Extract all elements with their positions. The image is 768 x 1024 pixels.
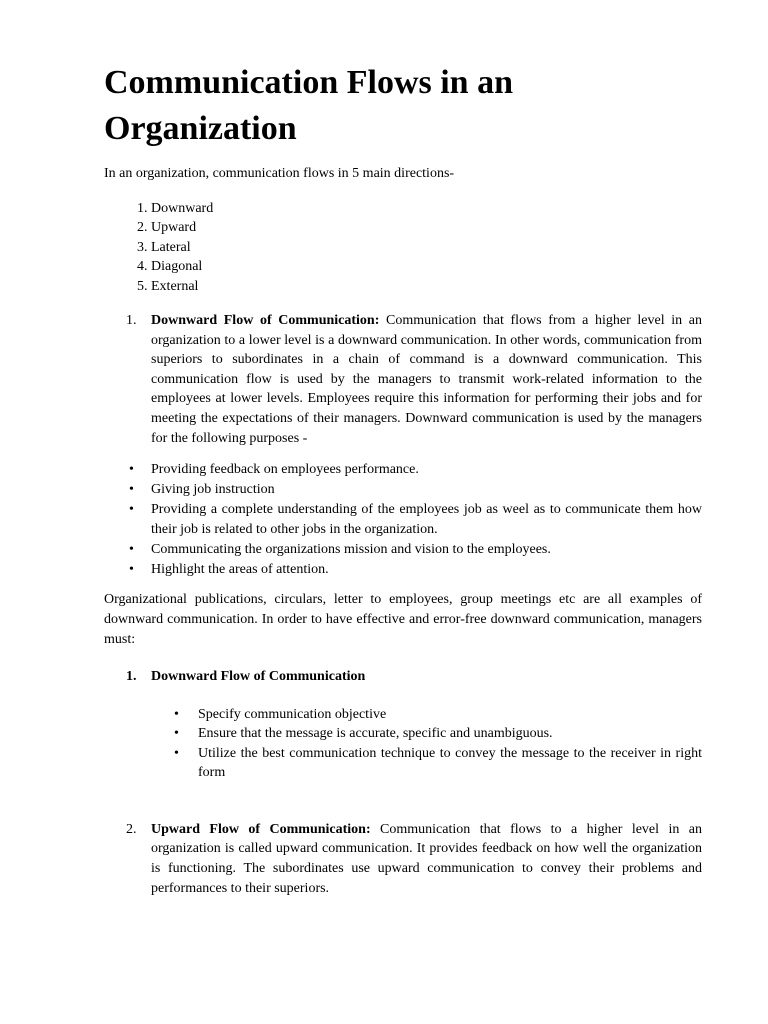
section-heading: Upward Flow of Communication: <box>151 821 371 837</box>
downward-section <box>104 311 702 448</box>
purposes-list <box>104 460 702 580</box>
list-item: 4. Diagonal <box>151 257 702 277</box>
upward-section <box>104 820 702 898</box>
section-body: Communication that flows from a higher level in an organization to a lower level is a downward communication. In other words, communication from superiors to subordinates in a chain of command is a downward communication. This communication flow is used by the managers to transmit work-related information to the employees at lower levels. Employees require this information for performing their jobs and for meeting the expectations of their managers. Downward communication is used by the managers for the following purposes - <box>151 313 702 446</box>
list-item: 3. Lateral <box>151 238 702 258</box>
bullet-icon: • <box>129 562 134 578</box>
list-item: • Highlight the areas of attention. <box>151 560 702 580</box>
list-item: • Ensure that the message is accurate, specific and unambiguous. <box>198 724 702 744</box>
bullet-icon: • <box>129 462 134 478</box>
list-item: • Specify communication objective <box>198 705 702 725</box>
section-heading: Downward Flow of Communication: <box>151 313 380 328</box>
section-heading: Downward Flow of Communication <box>151 669 366 685</box>
section-number: 2. <box>126 821 137 837</box>
bullet-icon: • <box>174 745 179 761</box>
list-item: • Providing a complete understanding of the employees job as weel as to communicate them how their job is related to other jobs in the organization. <box>129 502 702 538</box>
list-item: • Providing feedback on employees performance. <box>151 460 702 480</box>
bullet-icon: • <box>174 706 179 722</box>
intro-text: In an organization, communication flows in 5 main directions- <box>104 166 455 181</box>
directions-list <box>104 199 702 297</box>
bullet-icon: • <box>174 726 179 742</box>
list-item: • Communicating the organizations mission and vision to the employees. <box>151 540 702 560</box>
downward-subsection <box>104 667 702 687</box>
section-body: Communication that flows to a higher level in an organization is called upward communication. It provides feedback on how well the organization is functioning. The subordinates use upward communication to convey their problems and performances to their superiors. <box>151 821 702 896</box>
list-item: • Utilize the best communication technique to convey the message to the receiver in right form <box>174 745 702 781</box>
bullet-icon: • <box>129 482 134 498</box>
page-title: Communication Flows in an Organization <box>104 64 513 147</box>
bullet-icon: • <box>129 502 134 518</box>
examples-paragraph: Organizational publications, circulars, letter to employees, group meetings etc are all examples of downward communication. In order to have effective and error-free downward communication, managers must: <box>104 592 702 648</box>
section-number: 1. <box>126 313 137 328</box>
musts-list <box>104 705 702 783</box>
list-item: 2. Upward <box>151 218 702 238</box>
list-item: 5. External <box>151 277 702 297</box>
bullet-icon: • <box>129 542 134 558</box>
list-item: 1. Downward <box>151 199 702 219</box>
section-number: 1. <box>126 669 137 685</box>
document-page <box>104 60 702 898</box>
list-item: • Giving job instruction <box>151 480 702 500</box>
